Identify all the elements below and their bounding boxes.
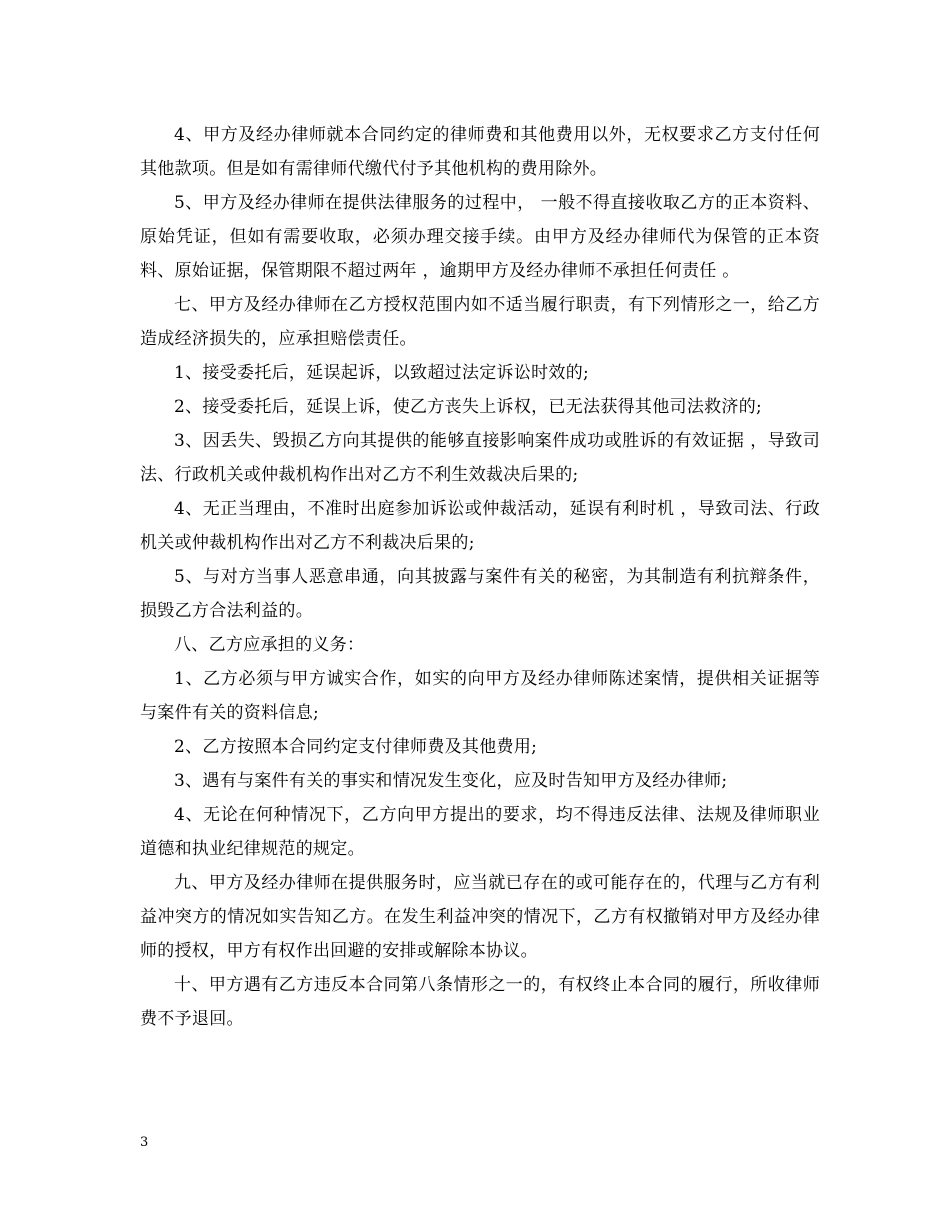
paragraph: 2、接受委托后，延误上诉，使乙方丧失上诉权，已无法获得其他司法救济的; bbox=[174, 397, 763, 417]
paragraph: 4、无正当理由，不准时出庭参加诉讼或仲裁活动，延误有利时机 ，导致司法、行政机关或仲裁机构作出对乙方不利裁决后果的; bbox=[140, 499, 820, 553]
paragraph: 十、甲方遇有乙方违反本合同第八条情形之一的，有权终止本合同的履行，所收律师费不予退回。 bbox=[140, 975, 820, 1029]
paragraph: 2、乙方按照本合同约定支付律师费及其他费用; bbox=[174, 737, 538, 757]
paragraph: 九、甲方及经办律师在提供服务时，应当就已存在的或可能存在的，代理与乙方有利益冲突方的情况如实告知乙方。在发生利益冲突的情况下，乙方有权撤销对甲方及经办律师的授权，甲方有权作出回避的安排或解除本协议。 bbox=[140, 873, 820, 961]
paragraph: 4、甲方及经办律师就本合同约定的律师费和其他费用以外，无权要求乙方支付任何其他款项。但是如有需律师代缴代付予其他机构的费用除外。 bbox=[140, 125, 820, 179]
document-body bbox=[140, 118, 820, 1036]
paragraph: 5、与对方当事人恶意串通，向其披露与案件有关的秘密，为其制造有利抗辩条件，损毁乙方合法利益的。 bbox=[140, 567, 820, 621]
paragraph: 4、无论在何种情况下，乙方向甲方提出的要求，均不得违反法律、法规及律师职业道德和执业纪律规范的规定。 bbox=[140, 805, 820, 859]
paragraph: 3、因丢失、毁损乙方向其提供的能够直接影响案件成功或胜诉的有效证据 ，导致司法、行政机关或仲裁机构作出对乙方不利生效裁决后果的; bbox=[140, 431, 820, 485]
paragraph: 5、甲方及经办律师在提供法律服务的过程中， 一般不得直接收取乙方的正本资料、原始凭证，但如有需要收取，必须办理交接手续。由甲方及经办律师代为保管的正本资料、原始证据，保管期限不超过两年 ，逾期甲方及经办律师不承担任何责任 。 bbox=[140, 193, 820, 281]
paragraph: 1、接受委托后，延误起诉，以致超过法定诉讼时效的; bbox=[174, 363, 590, 383]
page-number: 3 bbox=[140, 1135, 149, 1150]
paragraph: 3、遇有与案件有关的事实和情况发生变化，应及时告知甲方及经办律师; bbox=[174, 771, 728, 791]
paragraph: 七、甲方及经办律师在乙方授权范围内如不适当履行职责，有下列情形之一，给乙方造成经济损失的，应承担赔偿责任。 bbox=[140, 295, 820, 349]
paragraph: 八、乙方应承担的义务： bbox=[174, 635, 365, 655]
paragraph: 1、乙方必须与甲方诚实合作，如实的向甲方及经办律师陈述案情，提供相关证据等与案件有关的资料信息; bbox=[140, 669, 820, 723]
